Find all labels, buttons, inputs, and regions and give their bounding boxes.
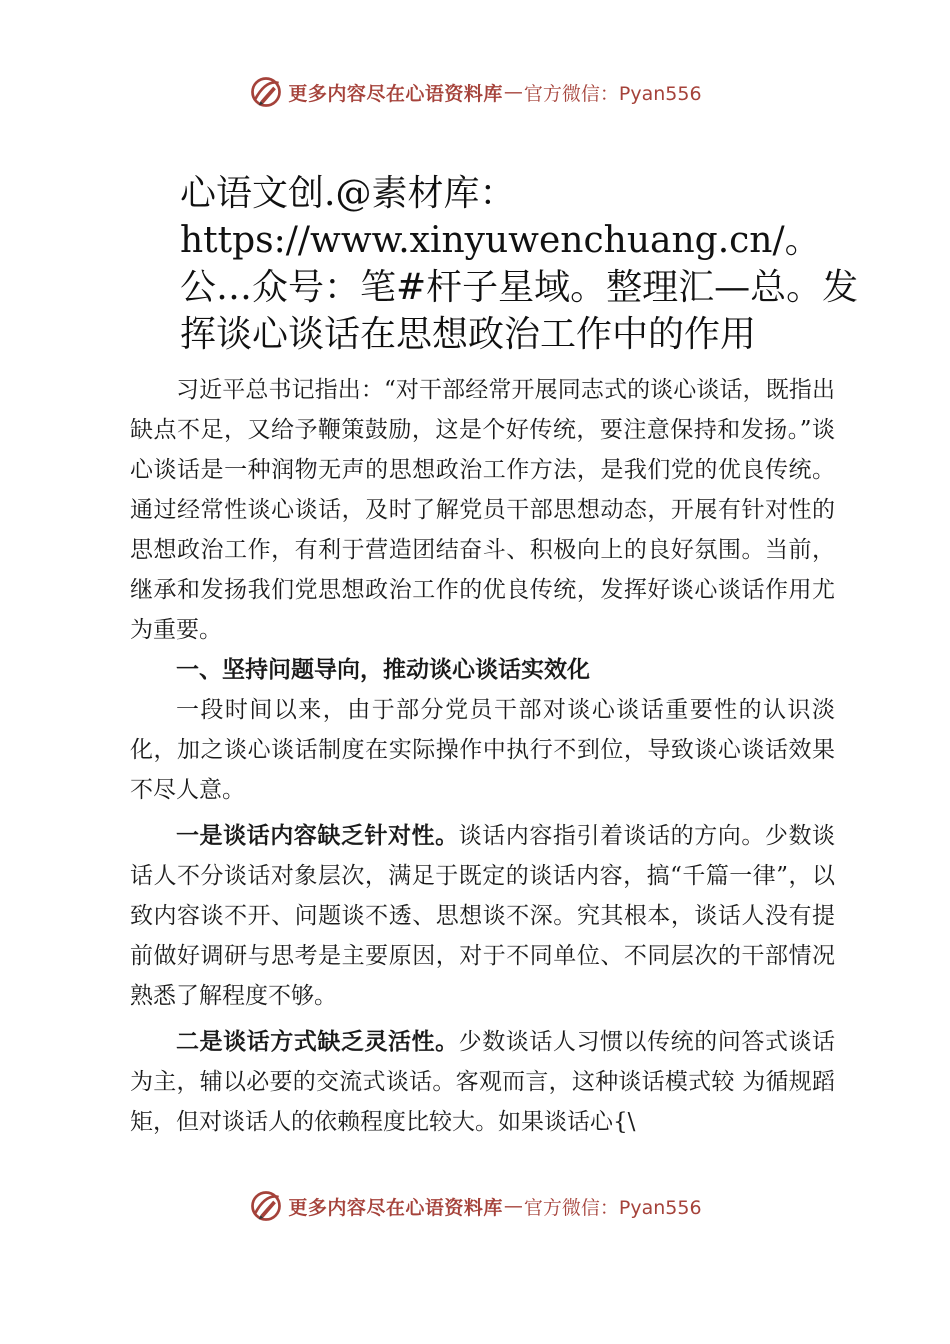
pen-logo-icon bbox=[248, 74, 284, 110]
banner-separator: — bbox=[503, 81, 523, 103]
paragraph-3-lead: 二是谈话方式缺乏灵活性。 bbox=[176, 1029, 459, 1055]
section-paragraph-1: 一段时间以来，由于部分党员干部对谈心谈话重要性的认识淡化，加之谈心谈话制度在实际操作中执行不到位，导致谈心谈话效果不尽人意。 bbox=[130, 697, 835, 803]
header-banner bbox=[0, 70, 950, 114]
banner-text: 更多内容尽在心语资料库 bbox=[288, 1196, 503, 1219]
banner-separator: — bbox=[503, 1195, 523, 1217]
banner-wechat: 官方微信：Pyan556 bbox=[523, 82, 702, 105]
banner-text: 更多内容尽在心语资料库 bbox=[288, 82, 503, 105]
paragraph-2-lead: 一是谈话内容缺乏针对性。 bbox=[176, 823, 459, 849]
document-body bbox=[130, 370, 835, 1142]
intro-paragraph: 习近平总书记指出：“对干部经常开展同志式的谈心谈话，既指出缺点不足，又给予鞭策鼓励，这是个好传统，要注意保持和发扬。”谈心谈话是一种润物无声的思想政治工作方法，是我们党的优良传统。通过经常性谈心谈话，及时了解党员干部思想动态，开展有针对性的思想政治工作，有利于营造团结奋斗、积极向上的良好氛围。当前，继承和发扬我们党思想政治工作的优良传统，发挥好谈心谈话作用尤为重要。 bbox=[130, 377, 835, 643]
paragraph-3-body: 少数谈话人习惯以传统的问答式谈话为主，辅以必要的交流式谈话。客观而言，这种谈话模式较 为循规蹈矩，但对谈话人的依赖程度比较大。如果谈话心{\ bbox=[130, 1029, 836, 1135]
banner-wechat: 官方微信：Pyan556 bbox=[523, 1196, 702, 1219]
footer-banner bbox=[0, 1184, 950, 1228]
section-paragraph-3 bbox=[130, 1022, 835, 1142]
section-paragraph-2 bbox=[130, 816, 835, 1016]
section-heading-1: 一、坚持问题导向，推动谈心谈话实效化 bbox=[176, 657, 590, 683]
pen-logo-icon bbox=[248, 1188, 284, 1224]
paragraph-2-body: 谈话内容指引着谈话的方向。少数谈话人不分谈话对象层次，满足于既定的谈话内容，搞“千篇一律”，以致内容谈不开、问题谈不透、思想谈不深。究其根本，谈话人没有提前做好调研与思考是主要原因，对于不同单位、不同层次的干部情况熟悉了解程度不够。 bbox=[130, 823, 836, 1009]
document-title: 心语文创.@素材库：https://www.xinyuwenchuang.cn/。公…众号：笔#杆子星域。整理汇—总。发挥谈心谈话在思想政治工作中的作用 bbox=[180, 173, 859, 355]
